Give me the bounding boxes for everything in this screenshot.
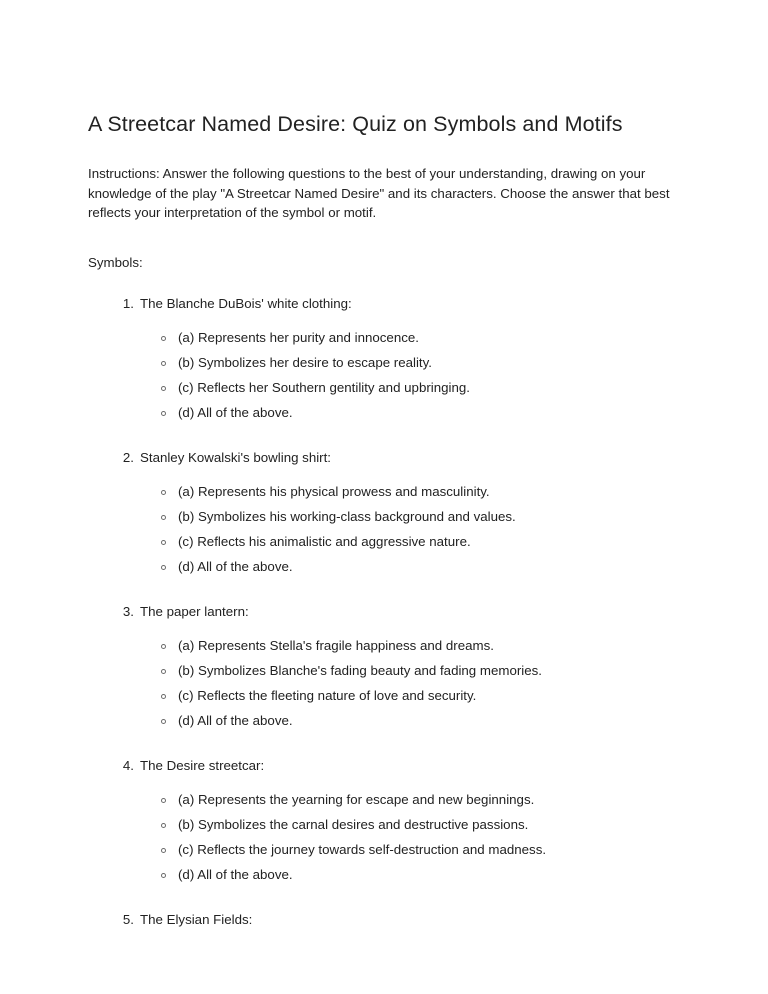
hollow-circle-bullet-icon	[161, 823, 166, 828]
option-item[interactable]: (c) Reflects the fleeting nature of love and security.	[88, 686, 670, 706]
hollow-circle-bullet-icon	[161, 565, 166, 570]
hollow-circle-bullet-icon	[161, 411, 166, 416]
question-prompt: The paper lantern:	[140, 604, 249, 619]
option-item[interactable]: (b) Symbolizes her desire to escape reality.	[88, 353, 670, 373]
hollow-circle-bullet-icon	[161, 540, 166, 545]
option-item[interactable]: (d) All of the above.	[88, 865, 670, 885]
hollow-circle-bullet-icon	[161, 719, 166, 724]
question-number: 5.	[122, 912, 134, 927]
option-list	[88, 636, 670, 731]
option-item[interactable]: (b) Symbolizes the carnal desires and destructive passions.	[88, 815, 670, 835]
question-prompt: Stanley Kowalski's bowling shirt:	[140, 450, 331, 465]
option-item[interactable]: (a) Represents her purity and innocence.	[88, 328, 670, 348]
hollow-circle-bullet-icon	[161, 361, 166, 366]
question-number: 3.	[122, 604, 134, 619]
option-item[interactable]: (b) Symbolizes his working-class background and values.	[88, 507, 670, 527]
hollow-circle-bullet-icon	[161, 798, 166, 803]
option-item[interactable]: (d) All of the above.	[88, 557, 670, 577]
question-prompt: The Desire streetcar:	[140, 758, 265, 773]
option-item[interactable]: (a) Represents his physical prowess and masculinity.	[88, 482, 670, 502]
option-item[interactable]: (d) All of the above.	[88, 711, 670, 731]
option-list	[88, 790, 670, 885]
page-title: A Streetcar Named Desire: Quiz on Symbols and Motifs	[88, 112, 623, 136]
question-prompt: The Blanche DuBois' white clothing:	[140, 296, 352, 311]
option-item[interactable]: (b) Symbolizes Blanche's fading beauty and fading memories.	[88, 661, 670, 681]
hollow-circle-bullet-icon	[161, 669, 166, 674]
hollow-circle-bullet-icon	[161, 490, 166, 495]
question-item	[88, 756, 670, 884]
option-item[interactable]: (a) Represents Stella's fragile happiness and dreams.	[88, 636, 670, 656]
hollow-circle-bullet-icon	[161, 873, 166, 878]
option-list	[88, 482, 670, 577]
option-item[interactable]: (d) All of the above.	[88, 403, 670, 423]
question-number: 2.	[122, 450, 134, 465]
question-item	[88, 448, 670, 576]
question-item	[88, 602, 670, 730]
option-item[interactable]: (c) Reflects her Southern gentility and upbringing.	[88, 378, 670, 398]
section-label-symbols: Symbols:	[88, 254, 143, 270]
hollow-circle-bullet-icon	[161, 694, 166, 699]
hollow-circle-bullet-icon	[161, 848, 166, 853]
question-list	[88, 294, 670, 930]
hollow-circle-bullet-icon	[161, 644, 166, 649]
question-item	[88, 294, 670, 422]
option-item[interactable]: (c) Reflects his animalistic and aggressive nature.	[88, 532, 670, 552]
instructions-paragraph: Instructions: Answer the following questions to the best of your understanding, drawing on your knowledge of the play "A Streetcar Named Desire" and its characters. Choose the answer that best reflects your interpretation of the symbol or motif.	[88, 166, 670, 220]
hollow-circle-bullet-icon	[161, 386, 166, 391]
option-list	[88, 328, 670, 423]
hollow-circle-bullet-icon	[161, 336, 166, 341]
question-item	[88, 910, 670, 930]
question-prompt: The Elysian Fields:	[140, 912, 253, 927]
option-item[interactable]: (a) Represents the yearning for escape and new beginnings.	[88, 790, 670, 810]
hollow-circle-bullet-icon	[161, 515, 166, 520]
question-number: 1.	[122, 296, 134, 311]
option-item[interactable]: (c) Reflects the journey towards self-destruction and madness.	[88, 840, 670, 860]
question-number: 4.	[122, 758, 134, 773]
